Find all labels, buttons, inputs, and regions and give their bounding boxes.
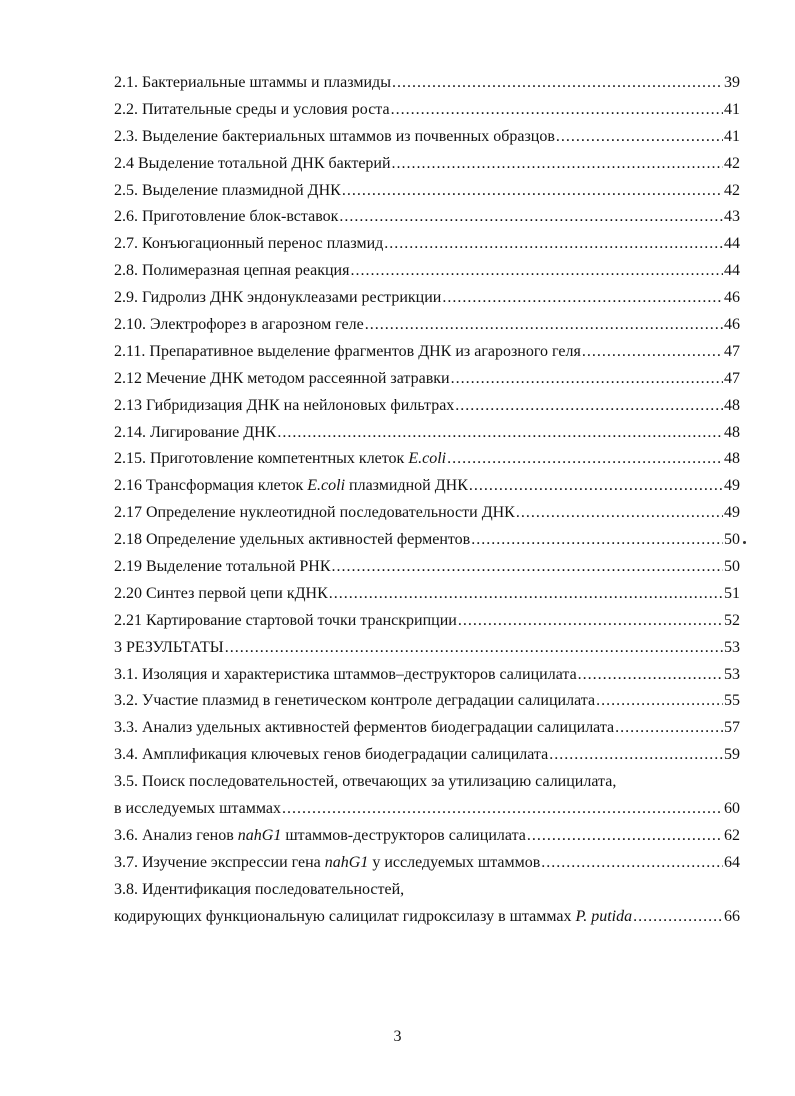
dot-leader (365, 312, 723, 339)
toc-entry[interactable] (114, 393, 740, 420)
toc-entry-page: 48 (724, 396, 740, 414)
toc-entry-page: 53 (724, 638, 740, 656)
toc-entry-title: 2.4 Выделение тотальной ДНК бактерий (114, 154, 391, 172)
toc-entry-page: 55 (724, 692, 740, 710)
toc-entry[interactable] (114, 688, 740, 715)
toc-entry-page: 49 (724, 504, 740, 522)
toc-entry-page: 50 (724, 531, 740, 549)
toc-entry[interactable] (114, 285, 740, 312)
toc-entry-page: 50 (724, 558, 740, 576)
toc-entry-title: 3.4. Амплификация ключевых генов биодеградации салицилата (114, 746, 549, 764)
dot-leader (442, 285, 723, 312)
toc-entry-page: 47 (724, 369, 740, 387)
toc-entry-page: 59 (724, 746, 740, 764)
toc-entry-title: 3.7. Изучение экспрессии гена nahG1 у исследуемых штаммов (114, 853, 541, 871)
toc-entry-title: 2.12 Мечение ДНК методом рассеянной затравки (114, 369, 450, 387)
dot-leader (391, 97, 723, 124)
toc-entry[interactable] (114, 662, 740, 689)
dot-leader (516, 500, 723, 527)
toc-entry[interactable] (114, 446, 740, 473)
toc-entry-page: 51 (724, 584, 740, 602)
toc-entry-title: 2.1. Бактериальные штаммы и плазмиды (114, 74, 391, 91)
dot-leader (633, 904, 723, 931)
toc-entry-page: 44 (724, 262, 740, 280)
dot-leader (392, 151, 723, 178)
toc-entry[interactable] (114, 70, 740, 97)
toc-entry-title: 2.20 Синтез первой цепи кДНК (114, 584, 328, 602)
toc-entry-section[interactable] (114, 635, 740, 662)
toc-entry[interactable] (114, 715, 740, 742)
toc-entry-title: 2.10. Электрофорез в агарозном геле (114, 316, 364, 334)
toc-entry-title: кодирующих функциональную салицилат гидроксилазу в штаммах P. putida (114, 907, 633, 925)
dot-leader (447, 446, 723, 473)
dot-leader (384, 231, 723, 258)
toc-entry-page: 43 (724, 208, 740, 226)
species-name: P. putida (575, 907, 633, 925)
toc-entry[interactable] (114, 527, 740, 554)
toc-entry-page: 60 (724, 800, 740, 818)
toc-entry[interactable] (114, 554, 740, 581)
toc-entry[interactable] (114, 608, 740, 635)
toc-entry[interactable] (114, 339, 740, 366)
dot-leader (596, 688, 723, 715)
toc-entry-title: 2.17 Определение нуклеотидной последовательности ДНК (114, 504, 515, 522)
species-name: E.coli (408, 450, 447, 468)
toc-entry-page: 57 (724, 719, 740, 737)
toc-entry-page: 53 (724, 665, 740, 683)
toc-entry-title: 2.21 Картирование стартовой точки транскрипции (114, 611, 457, 629)
toc-entry-title-line1[interactable]: 3.8. Идентификация последовательностей, (114, 880, 405, 898)
toc-entry[interactable] (114, 231, 740, 258)
dot-leader (332, 554, 723, 581)
toc-entry-page: 62 (724, 826, 740, 844)
toc-entry-title: 2.11. Препаративное выделение фрагментов ДНК из агарозного геля (114, 342, 581, 360)
dot-leader (392, 70, 723, 97)
toc-entry[interactable] (114, 151, 740, 178)
dot-leader (451, 366, 723, 393)
toc-entry-title: 2.8. Полимеразная цепная реакция (114, 262, 350, 280)
dot-leader (339, 204, 723, 231)
toc-entry-title: 2.18 Определение удельных активностей ферментов (114, 531, 471, 549)
toc-entry-page: 41 (724, 100, 740, 118)
toc-entry[interactable] (114, 796, 740, 823)
dot-leader (455, 393, 723, 420)
toc-entry-page: 39 (724, 74, 740, 91)
toc-entry-page: 46 (724, 316, 740, 334)
dot-leader (282, 796, 723, 823)
toc-entry-title: 3.2. Участие плазмид в генетическом контроле деградации салицилата (114, 692, 596, 710)
toc-entry-title: 2.13 Гибридизация ДНК на нейлоновых фильтрах (114, 396, 455, 414)
dot-leader (582, 339, 723, 366)
toc-entry-title: 3.6. Анализ генов nahG1 штаммов-деструкторов салицилата (114, 826, 526, 844)
page-number: 3 (393, 1028, 402, 1045)
toc-entry-page: 66 (724, 907, 740, 925)
toc-entry[interactable] (114, 258, 740, 285)
toc-entry[interactable] (114, 904, 740, 931)
dot-leader (556, 124, 723, 151)
dot-leader (541, 850, 723, 877)
toc-entry-title: 3.3. Анализ удельных активностей ферментов биодеградации салицилата (114, 719, 615, 737)
toc-entry[interactable] (114, 473, 740, 500)
toc-entry-title: 2.15. Приготовление компетентных клеток E.coli (114, 450, 447, 468)
toc-entry-title: 2.14. Лигирование ДНК (114, 423, 277, 441)
toc-entry[interactable] (114, 312, 740, 339)
toc-entry[interactable] (114, 204, 740, 231)
toc-entry[interactable] (114, 500, 740, 527)
toc-entry-title: 2.9. Гидролиз ДНК эндонуклеазами рестрикции (114, 289, 442, 307)
dot-leader (549, 742, 723, 769)
toc-entry[interactable] (114, 742, 740, 769)
toc-entry-title: 2.3. Выделение бактериальных штаммов из почвенных образцов (114, 127, 555, 145)
dot-leader (350, 258, 723, 285)
dot-leader (277, 420, 723, 447)
table-of-contents (114, 70, 740, 931)
dot-leader (329, 581, 723, 608)
toc-entry-title: 3 РЕЗУЛЬТАТЫ (114, 638, 224, 656)
species-name: E.coli (307, 477, 346, 495)
toc-entry-title: 2.7. Конъюгационный перенос плазмид (114, 235, 384, 253)
dot-leader (469, 473, 723, 500)
dot-leader (615, 715, 723, 742)
toc-entry[interactable] (114, 581, 740, 608)
toc-entry-title: 2.2. Питательные среды и условия роста (114, 100, 390, 118)
toc-entry-page: 42 (724, 154, 740, 172)
gene-name: nahG1 (237, 826, 282, 844)
toc-entry-page: 47 (724, 342, 740, 360)
dot-leader (342, 178, 723, 205)
dot-leader (578, 662, 723, 689)
dot-leader (527, 823, 723, 850)
toc-entry[interactable] (114, 124, 740, 151)
toc-entry-page: 41 (724, 127, 740, 145)
toc-entry[interactable] (114, 97, 740, 124)
gene-name: nahG1 (324, 853, 369, 871)
toc-entry-title: 2.5. Выделение плазмидной ДНК (114, 181, 341, 199)
toc-entry-page: 48 (724, 423, 740, 441)
toc-entry-title: 3.1. Изоляция и характеристика штаммов–деструкторов салицилата (114, 665, 577, 683)
dot-leader (471, 527, 723, 554)
toc-entry[interactable] (114, 420, 740, 447)
toc-entry[interactable] (114, 178, 740, 205)
toc-entry-title-line1[interactable]: 3.5. Поиск последовательностей, отвечающих за утилизацию салицилата, (114, 773, 617, 791)
toc-entry-title: 2.6. Приготовление блок-вставок (114, 208, 339, 226)
toc-entry-title: 2.19 Выделение тотальной РНК (114, 558, 331, 576)
dot-leader (458, 608, 723, 635)
toc-entry-page: 42 (724, 181, 740, 199)
toc-entry-title: 2.16 Трансформация клеток E.coli плазмидной ДНК (114, 477, 468, 495)
toc-entry-page: 46 (724, 289, 740, 307)
toc-entry-page: 48 (724, 450, 740, 468)
toc-entry-page: 49 (724, 477, 740, 495)
toc-entry-page: 64 (724, 853, 740, 871)
scan-speck (743, 541, 746, 544)
toc-entry-page: 44 (724, 235, 740, 253)
toc-entry[interactable] (114, 366, 740, 393)
dot-leader (225, 635, 723, 662)
toc-entry-title: в исследуемых штаммах (114, 800, 281, 818)
toc-entry[interactable] (114, 850, 740, 877)
toc-entry[interactable] (114, 823, 740, 850)
toc-entry-page: 52 (724, 611, 740, 629)
